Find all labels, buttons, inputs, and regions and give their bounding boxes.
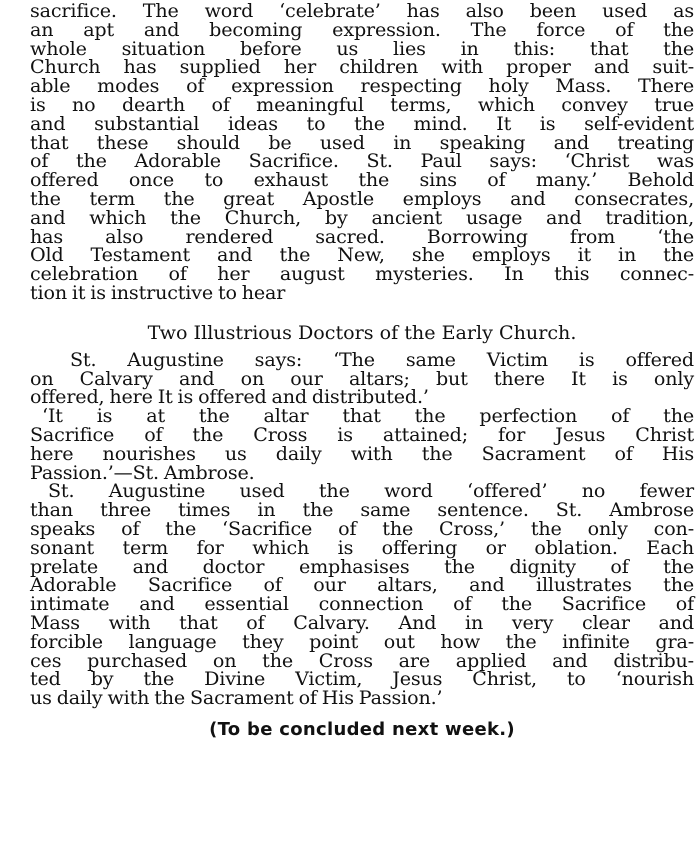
- text-line: offered, here It is offered and distributed.’: [30, 385, 429, 409]
- continuation-note: (To be concluded next week.): [209, 718, 515, 740]
- text-line: us daily with the Sacrament of His Passion.’: [30, 686, 443, 710]
- text-line: ted by the Divine Victim, Jesus Christ, to ‘nourish: [30, 667, 694, 691]
- text-line: Passion.’—St. Ambrose.: [30, 460, 255, 484]
- text-line: here nourishes us daily with the Sacrament of His: [30, 441, 694, 465]
- text-line: St. Augustine says: ‘The same Victim is offered: [70, 347, 694, 371]
- text-line: Church has supplied her children with proper and suit-: [30, 55, 694, 79]
- text-line: intimate and essential connection of the Sacrifice of: [30, 592, 694, 616]
- text-line: celebration of her august mysteries. In this connec-: [30, 262, 694, 286]
- text-line: Sacrifice of the Cross is attained; for Jesus Christ: [30, 422, 694, 446]
- paragraph-2: [30, 347, 694, 409]
- text-line: sonant term for which is offering or oblation. Each: [30, 535, 694, 559]
- text-line: on Calvary and on our altars; but there It is only: [30, 366, 694, 390]
- text-line: forcible language they point out how the infinite gra-: [30, 629, 694, 653]
- text-line: St. Augustine used the word ‘offered’ no fewer: [48, 479, 694, 503]
- text-line: Old Testament and the New, she employs it in the: [30, 243, 694, 267]
- text-line: is no dearth of meaningful terms, which convey true: [30, 92, 694, 116]
- text-line: of the Adorable Sacrifice. St. Paul says: ‘Christ was: [30, 149, 694, 173]
- section-subheading: Two Illustrious Doctors of the Early Church.: [147, 320, 577, 344]
- text-line: an apt and becoming expression. The force of the: [30, 17, 694, 41]
- text-line: Mass with that of Calvary. And in very clear and: [30, 610, 694, 634]
- text-line: tion it is instructive to hear: [30, 280, 286, 304]
- paragraph-1: [30, 2, 694, 303]
- text-line: prelate and doctor emphasises the dignity of the: [30, 554, 694, 578]
- text-line: ces purchased on the Cross are applied and distribu-: [30, 648, 694, 672]
- paragraph-3: [30, 404, 694, 484]
- text-line: speaks of the ‘Sacrifice of the Cross,’ the only con-: [30, 516, 694, 540]
- text-line: than three times in the same sentence. St. Ambrose: [30, 498, 694, 522]
- text-line: and substantial ideas to the mind. It is self-evident: [30, 111, 694, 135]
- paragraph-4: [30, 479, 694, 710]
- text-line: offered once to exhaust the sins of many.’ Behold: [30, 168, 694, 192]
- text-line: has also rendered sacred. Borrowing from ‘the: [30, 224, 694, 248]
- text-line: that these should be used in speaking and treating: [30, 130, 694, 154]
- text-line: and which the Church, by ancient usage and tradition,: [30, 205, 694, 229]
- text-line: whole situation before us lies in this: that the: [30, 36, 694, 60]
- text-line: Adorable Sacrifice of our altars, and illustrates the: [30, 573, 694, 597]
- text-line: sacrifice. The word ‘celebrate’ has also been used as: [30, 0, 694, 22]
- text-line: able modes of expression respecting holy Mass. There: [30, 74, 694, 98]
- text-line: ‘It is at the altar that the perfection of the: [42, 404, 694, 428]
- section-gap: [30, 303, 694, 323]
- text-line: the term the great Apostle employs and consecrates,: [30, 186, 694, 210]
